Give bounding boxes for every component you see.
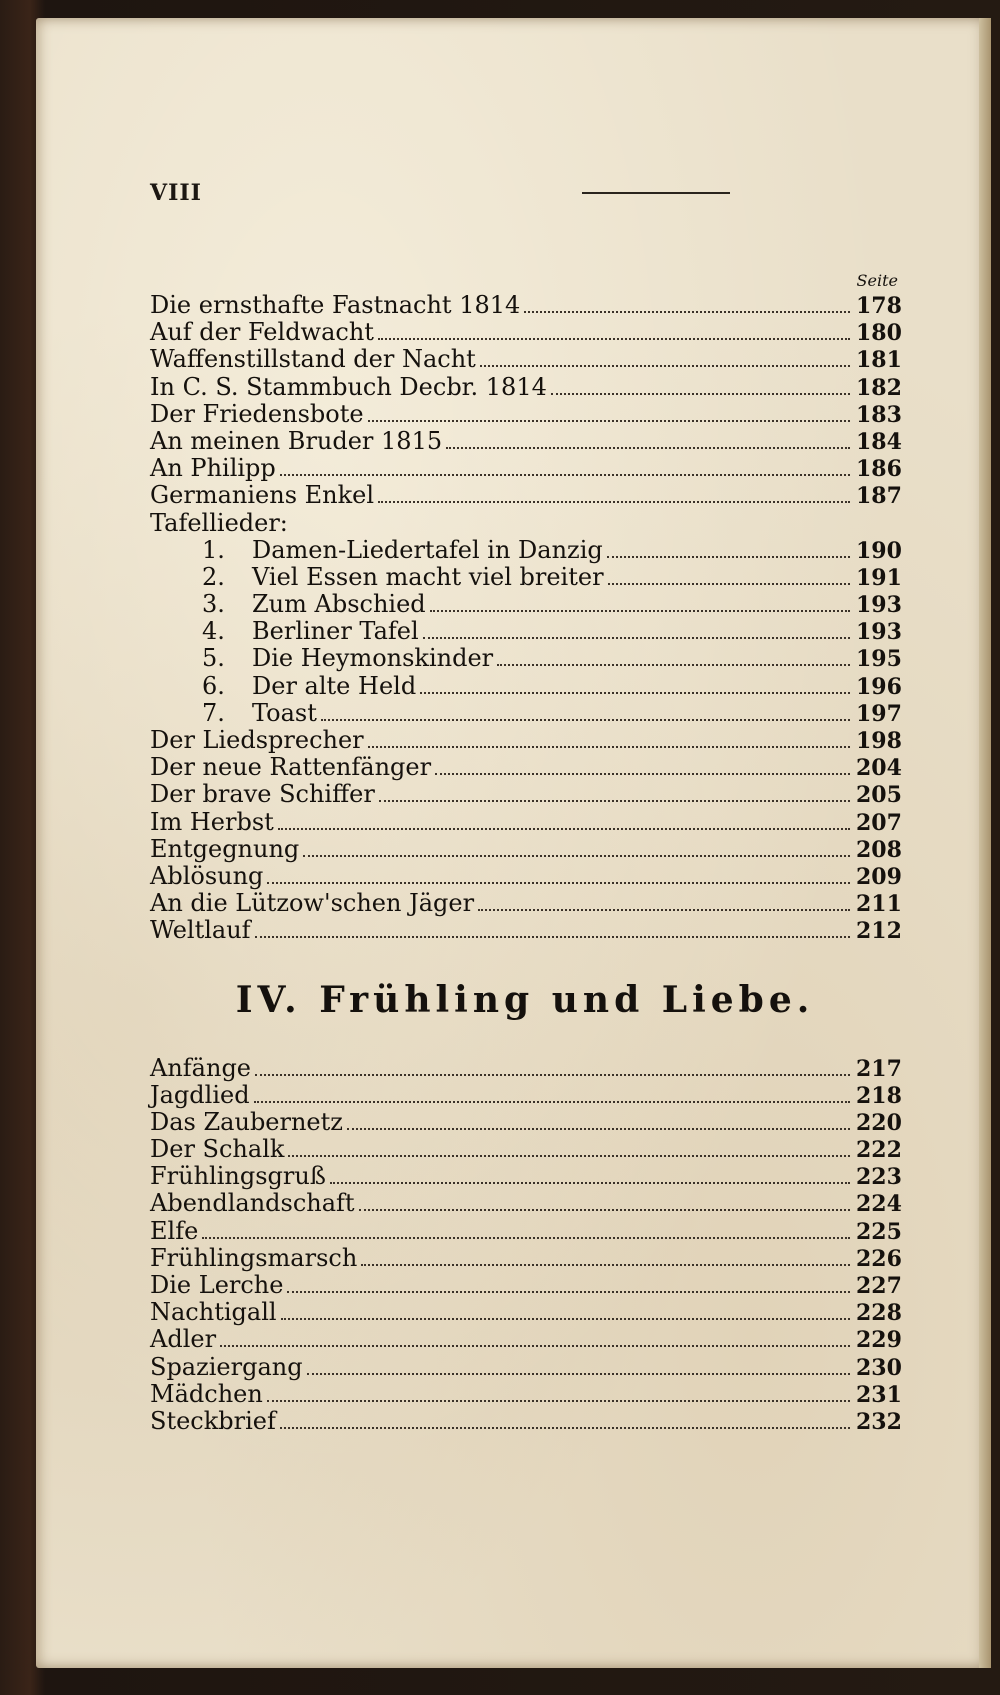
toc-entry [150,401,900,428]
dot-leader [607,555,850,558]
toc-entry-title: Frühlingsgruß [150,1162,326,1191]
dot-leader [287,1290,850,1293]
toc-entry [150,727,900,754]
toc-entry-title: Im Herbst [150,807,274,836]
tafellieder-list [150,537,900,727]
dot-leader [280,473,850,476]
toc-entry-page: 208 [856,836,902,863]
toc-entry-page: 178 [856,293,902,319]
toc-entry-title: In C. S. Stammbuch Decbr. 1814 [150,372,547,401]
section-iii-entries [150,292,900,510]
toc-entry-title: Elfe [150,1216,199,1245]
toc-entry-number: 6. [202,671,225,700]
toc-entry-title: Germaniens Enkel [150,481,375,510]
dot-leader [430,609,850,612]
toc-entry [150,781,900,808]
toc-entry-title: Toast [252,698,317,727]
toc-entry-title: Viel Essen macht viel breiter [252,562,604,591]
dot-leader [524,310,850,313]
toc-entry-title: Abendlandschaft [150,1189,355,1218]
toc-entry [150,700,900,727]
dot-leader [435,772,850,775]
toc-entry-title: Der Liedsprecher [150,726,364,754]
toc-entry-title: Steckbrief [150,1406,276,1435]
toc-entry-page: 196 [856,673,902,700]
toc-entry-title: Spaziergang [150,1352,303,1381]
toc-entry [150,618,900,645]
toc-entry [150,754,900,781]
toc-entry-title: Auf der Feldwacht [150,318,374,347]
toc-entry-page: 204 [856,755,902,782]
toc-entry [150,1326,900,1353]
toc-entry-page: 217 [856,1055,902,1082]
toc-entry [150,1299,900,1326]
toc-entry-title: Zum Abschied [252,590,426,619]
toc-entry-title: Der brave Schiffer [150,780,375,809]
toc-entry [150,319,900,346]
toc-entry-page: 193 [856,619,902,646]
toc-entry-page: 218 [856,1082,902,1109]
dot-leader [281,1317,850,1320]
toc-entry-page: 232 [856,1408,902,1435]
dot-leader [478,908,850,911]
toc-entry-page: 191 [856,564,902,591]
dot-leader [347,1127,850,1130]
dot-leader [446,446,850,449]
toc-entry [150,1163,900,1190]
toc-entry-title: An die Lützow'schen Jäger [150,889,475,918]
dot-leader [330,1181,850,1184]
toc-entry-title: Anfänge [150,1053,252,1082]
toc-entry-title: Der Friedensbote [150,399,364,428]
toc-entry-number: 1. [202,535,225,564]
toc-entry-title: Das Zaubernetz [150,1107,343,1136]
toc-entry [150,455,900,482]
dot-leader [608,582,850,585]
dot-leader [361,1263,850,1266]
toc-entry-title: An Philipp [150,454,276,483]
toc-entry [150,645,900,672]
dot-leader [307,1372,850,1375]
toc-entry-number: 4. [202,617,225,646]
dot-leader [280,1426,850,1429]
toc-entry-page: 193 [856,592,902,619]
toc-entry [150,537,900,564]
dot-leader [497,663,850,666]
dot-leader [368,419,850,422]
dot-leader [202,1236,850,1239]
dot-leader [303,854,850,857]
toc-entry-title: Frühlingsmarsch [150,1243,358,1272]
toc-entry [150,428,900,455]
toc-entry-title: Die Lerche [150,1271,284,1299]
toc-entry-title: Berliner Tafel [252,617,419,646]
page-number: VIII [150,180,202,206]
toc-entry-title: Waffenstillstand der Nacht [150,345,476,374]
toc-entry-title: Der Schalk [150,1135,285,1164]
dot-leader [378,500,850,503]
toc-entry-title: Der alte Held [252,671,417,700]
toc-entry-page: 195 [856,646,902,673]
toc-entry-page: 184 [856,428,902,455]
toc-entry-page: 211 [856,891,902,918]
dot-leader [220,1344,850,1347]
toc-entry-title: Jagdlied [150,1080,250,1109]
toc-entry-page: 198 [856,728,902,754]
toc-entry-page: 226 [856,1245,902,1272]
toc-entry [150,809,900,836]
toc-entry-title: Weltlauf [150,916,251,945]
toc-entry [150,1082,900,1109]
toc-entry-number: 7. [202,698,225,727]
dot-leader [267,881,850,884]
section-iv-title: IV. Frühling und Liebe. [235,978,815,1021]
toc-entry-title: An meinen Bruder 1815 [150,426,443,455]
dot-leader [423,636,850,639]
dot-leader [551,392,850,395]
dot-leader [368,745,850,748]
toc-entry-page: 224 [856,1191,902,1218]
dot-leader [321,718,850,721]
toc-entry-page: 197 [856,700,902,727]
toc-entry-page: 225 [856,1218,902,1245]
toc-entry-page: 187 [856,483,902,510]
toc-entry-page: 190 [856,537,902,564]
tafellieder-heading: Tafellieder: [150,508,288,537]
toc-entry [150,836,900,863]
toc-entry [150,482,900,509]
toc-entry-page: 207 [856,809,902,836]
toc-entry-title: Ablösung [150,861,264,890]
dot-leader [359,1208,850,1211]
dot-leader [480,364,850,367]
toc-entry [150,1218,900,1245]
dot-leader [288,1154,850,1157]
dot-leader [278,827,850,830]
toc-entry-title: Der neue Rattenfänger [150,753,432,782]
toc-entry-page: 212 [856,918,902,945]
toc-entry-title: Damen-Liedertafel in Danzig [252,535,603,564]
table-of-contents [150,270,900,1435]
toc-entry-title: Nachtigall [150,1298,277,1327]
dot-leader [420,691,850,694]
toc-entry [150,1272,900,1299]
toc-entry-title: Entgegnung [150,834,300,863]
toc-entry-page: 180 [856,320,902,347]
toc-entry [150,374,900,401]
toc-entry [150,890,900,917]
toc-entry-title: Mädchen [150,1379,263,1408]
toc-entry-page: 209 [856,863,902,890]
page-edge [979,18,991,1668]
page-header [150,180,895,210]
toc-entry-page: 228 [856,1300,902,1327]
toc-entry-number: 3. [202,590,225,619]
toc-entry-page: 223 [856,1164,902,1191]
toc-entry-number: 5. [202,644,225,673]
toc-entry [150,1354,900,1381]
header-rule [582,192,730,194]
toc-entry [150,1190,900,1217]
toc-entry-page: 182 [856,374,902,401]
toc-entry [150,917,900,944]
toc-entry [150,1055,900,1082]
section-iii-entries-after [150,727,900,945]
dot-leader [378,337,850,340]
dot-leader [255,935,850,938]
toc-entry-page: 186 [856,456,902,483]
toc-entry-page: 227 [856,1273,902,1299]
toc-entry-page: 229 [856,1327,902,1354]
toc-entry [150,591,900,618]
toc-entry-page: 183 [856,401,902,428]
toc-entry-title: Adler [150,1325,217,1354]
toc-entry [150,292,900,319]
toc-entry [150,1109,900,1136]
toc-entry [150,1408,900,1435]
toc-entry-title: Die Heymonskinder [252,644,494,673]
toc-entry [150,1136,900,1163]
toc-entry-page: 205 [856,782,902,809]
dot-leader [267,1399,850,1402]
dot-leader [255,1073,850,1076]
toc-entry [150,1245,900,1272]
toc-entry [150,564,900,591]
toc-entry-page: 220 [856,1109,902,1136]
toc-entry-page: 181 [856,347,902,374]
toc-entry [150,863,900,890]
toc-entry-title: Die ernsthafte Fastnacht 1814 [150,291,521,319]
toc-entry-page: 230 [856,1354,902,1381]
toc-entry-page: 222 [856,1137,902,1164]
toc-entry [150,1381,900,1408]
dot-leader [379,799,850,802]
toc-entry-page: 231 [856,1381,902,1408]
toc-entry [150,673,900,700]
section-iv-entries [150,1055,900,1436]
toc-entry-number: 2. [202,562,225,591]
toc-entry [150,346,900,373]
seite-label: Seite [856,271,898,290]
dot-leader [254,1100,850,1103]
